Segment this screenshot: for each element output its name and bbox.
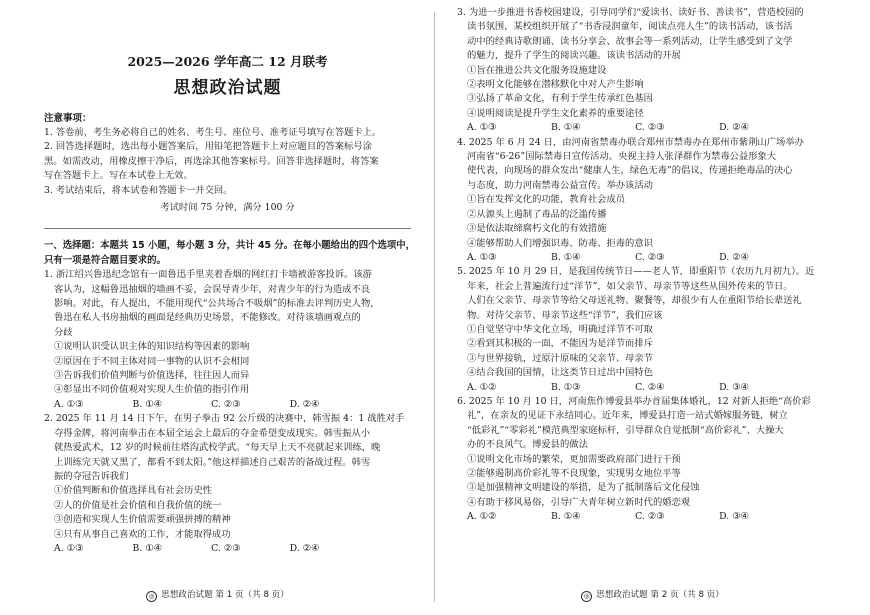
exam-title: 思想政治试题 [173,78,282,98]
question-stem: 人们在父亲节、母亲节等给父母送礼物、聚餐等，却很少有人在重阳节给长辈送礼 [467,295,802,307]
question-stem: 1. 浙江绍兴鲁迅纪念馆有一面鲁迅手里夹着香烟的网红打卡墙被游客投诉。该游 [44,269,372,281]
question-stem: 办的不良风气。博爱县的做法 [467,439,588,451]
question-stem: 年来，社会上普遍流行过“洋节”，如父亲节、母亲节等这些从国外传来的节日。 [467,280,793,292]
option-a: A. ①③ [467,251,497,263]
question-stem: 的魅力，提升了学生的阅读兴趣。该读书活动的开展 [467,50,681,62]
question-stem: 分歧 [54,326,73,338]
question-stem: 6. 2025 年 10 月 10 日，河南焦作博爱县举办首届集体婚礼，12 对新人拒绝“高价彩 [457,395,811,407]
question-stem: 夺得金牌，将河南拳击在本届全运会上最后的夺金希望变成现实。韩雪振从小 [54,427,371,439]
question-stem: 礼”，在亲友的见证下永结同心。近年来，博爱县打造一站式婚嫁服务链，树立 [467,410,788,422]
note-line: 黑。如需改动，用橡皮擦干净后，再选涂其他答案标号。回答非选择题时，将答案 [44,155,379,167]
question-stem: 客认为，这幅鲁迅抽烟的墙画不妥，会误导青少年，对青少年的行为造成不良 [54,283,371,295]
statement-item: ①说明认识受认识主体的知识结构等因素的影响 [54,341,250,353]
statement-item: ②从源头上遏制了毒品的泛滥传播 [467,208,607,220]
option-c: C. ②③ [635,122,665,134]
answer-options [457,510,849,524]
question-5 [457,265,849,395]
question-stem: 就热爱武术，12 岁的时候前往塔沟武校学武。“每天早上天不亮就起来训练，晚 [54,442,381,454]
exam-header: 2025—2026 学年高二 12 月联考 [127,54,328,69]
question-stem: 上训练完天就又黑了，都看不到太阳。”他这样描述自己艰苦的备战过程。韩雪 [54,456,371,468]
option-a: A. ①② [467,381,497,393]
option-b: B. ①④ [551,251,581,263]
statement-item: ①旨在发挥文化的功能，教育社会成员 [467,194,626,206]
statement-item: ③弘扬了革命文化，有利于学生传承红色基因 [467,93,653,105]
note-line: 2. 回答选择题时，选出每小题答案后，用铅笔把答题卡上对应题目的答案标号涂 [44,141,372,153]
option-d: D. ②④ [289,542,320,554]
option-a: A. ①③ [54,398,84,410]
question-stem: 5. 2025 年 10 月 29 日，是我国传统节日——老人节，即重阳节（农历九月初九）。近 [457,266,815,278]
statement-item: ④说明阅读是提升学生文化素养的重要途径 [467,107,644,119]
question-stem: 河南省“6·26”国际禁毒日宣传活动。央视主持人张泽群作为禁毒公益形象大 [467,151,777,163]
option-a: A. ①③ [54,542,84,554]
question-6 [457,395,849,525]
option-b: B. ①④ [132,398,162,410]
question-stem: 与态度，助力河南禁毒公益宣传。举办该活动 [467,179,653,191]
question-stem: 2. 2025 年 11 月 14 日下午，在男子拳击 92 公斤级的决赛中，韩雪振 4：1 战胜对手 [44,413,405,425]
question-3 [457,6,849,136]
publisher-logo-icon: ◎ [146,591,157,602]
note-line: 3. 考试结束后，将本试卷和答题卡一并交回。 [44,184,233,196]
statement-item: ③是依法取缔腐朽文化的有效措施 [467,223,607,235]
statement-item: ③与世界接轨，过原汁原味的父亲节、母亲节 [467,352,653,364]
question-stem: 影响。对此，有人提出，不能用现代“公共场合不吸烟”的标准去评判历史人物， [54,298,380,310]
option-a: A. ①③ [467,122,497,134]
question-stem: 振的夺冠告诉我们 [54,470,129,482]
statement-item: ③告诉我们价值判断与价值选择，往往因人而异 [54,370,250,382]
section-heading: 只有一项是符合题目要求的。 [44,254,166,266]
option-b: B. ①④ [132,542,162,554]
option-d: D. ②④ [719,251,749,263]
statement-item: ④彰显出不同价值观对实现人生价值的指引作用 [54,384,250,396]
page-2-content [457,6,849,525]
statement-item: ②原因在于不同主体对同一事物的认识不会相同 [54,355,250,367]
question-stem: 物。对待父亲节、母亲节这些“洋节”，我们应该 [467,309,663,321]
statement-item: ①自觉坚守中华文化立场，明确过洋节不可取 [467,323,653,335]
statement-item: ③是加强精神文明建设的举措，是为了抵制落后文化侵蚀 [467,482,700,494]
option-c: C. ②③ [635,511,665,523]
option-d: D. ②④ [719,122,749,134]
answer-options [44,398,411,412]
statement-item: ③创造和实现人生价值需要顽强拼搏的精神 [54,514,231,526]
option-c: C. ②④ [635,381,665,393]
statement-item: ④只有从事自己喜欢的工作，才能取得成功 [54,528,231,540]
option-d: D. ③④ [719,511,749,523]
answer-options [457,121,849,135]
question-stem: “低彩礼”“零彩礼”模范典型家庭标杆，引导群众自觉抵制“高价彩礼”、大操大 [467,424,784,436]
question-2 [44,412,411,556]
statement-item: ②看到其积极的一面，不能因为是洋节而排斥 [467,338,653,350]
question-4 [457,136,849,266]
exam-page-2 [435,0,870,615]
publisher-logo-icon: ◎ [581,591,592,602]
statement-item: ②表明文化能够在潜移默化中对人产生影响 [467,79,644,91]
option-d: D. ②④ [289,398,320,410]
statement-item: ①说明文化市场的繁荣，更加需要政府部门进行干预 [467,453,681,465]
statement-item: ②能够遏制高价彩礼等不良现象，实现男女地位平等 [467,468,681,479]
answer-options [457,251,849,265]
option-d: D. ③④ [719,381,749,393]
exam-time-score: 考试时间 75 分钟，满分 100 分 [160,202,295,214]
statement-item: ②人的价值是社会价值和自我价值的统一 [54,499,222,511]
question-stem: 鲁迅在私人书房抽烟的画面是经典历史场景，不能修改。对待该墙画观点的 [54,312,361,324]
section-heading: 一、选择题：本题共 15 小题，每小题 3 分，共计 45 分。在每小题给出的四个选项中， [44,240,415,252]
option-c: C. ②③ [211,398,241,410]
page-footer [435,588,870,602]
note-line: 写在答题卡上。写在本试卷上无效。 [44,170,193,182]
option-b: B. ①③ [551,381,581,393]
statement-item: ④有助于移风易俗，引导广大青年树立新时代的婚恋观 [467,496,691,508]
question-stem: 读书氛围，某校组织开展了“书香浸润童年，阅读点亮人生”的读书活动，该书活 [467,21,793,33]
answer-options [44,542,411,556]
footer-text: 思想政治试题 第 2 页（共 8 页） [596,590,724,600]
page-footer [0,588,435,602]
note-line: 1. 答卷前，考生务必将自己的姓名、考生号、座位号、准考证号填写在答题卡上。 [44,127,382,138]
question-stem: 3. 为进一步推进书香校园建设，引导同学们“爱读书、读好书、善读书”，营造校园的 [457,7,804,18]
option-a: A. ①② [467,511,497,523]
question-stem: 使代表，向现场的群众发出“健康人生，绿色无毒”的倡议，传递拒绝毒品的决心 [467,165,793,177]
question-stem: 4. 2025 年 6 月 24 日，由河南省禁毒办联合郑州市禁毒办在郑州市紫荆山广场举办 [457,136,804,148]
statement-item: ④能够帮助人们增强识毒、防毒、拒毒的意识 [467,237,653,249]
notes-heading: 注意事项： [44,113,92,124]
divider-line [44,228,411,229]
statement-item: ④结合我国的国情，让这类节日过出中国特色 [467,367,653,379]
statement-item: ①价值判断和价值选择具有社会历史性 [54,485,213,497]
option-b: B. ①④ [551,122,581,134]
answer-options [457,381,849,395]
notes-list [44,126,411,198]
page-1-content [44,52,415,556]
statement-item: ①旨在推进公共文化服务设施建设 [467,64,607,76]
footer-text: 思想政治试题 第 1 页（共 8 页） [161,590,289,600]
question-stem: 动中的经典诗歌朗诵、读书分享会、故事会等一系列活动，让学生感受到了文学 [467,35,793,47]
question-1 [44,268,411,412]
option-c: C. ②③ [211,542,241,554]
option-b: B. ①④ [551,511,581,523]
option-c: C. ②③ [635,251,665,263]
